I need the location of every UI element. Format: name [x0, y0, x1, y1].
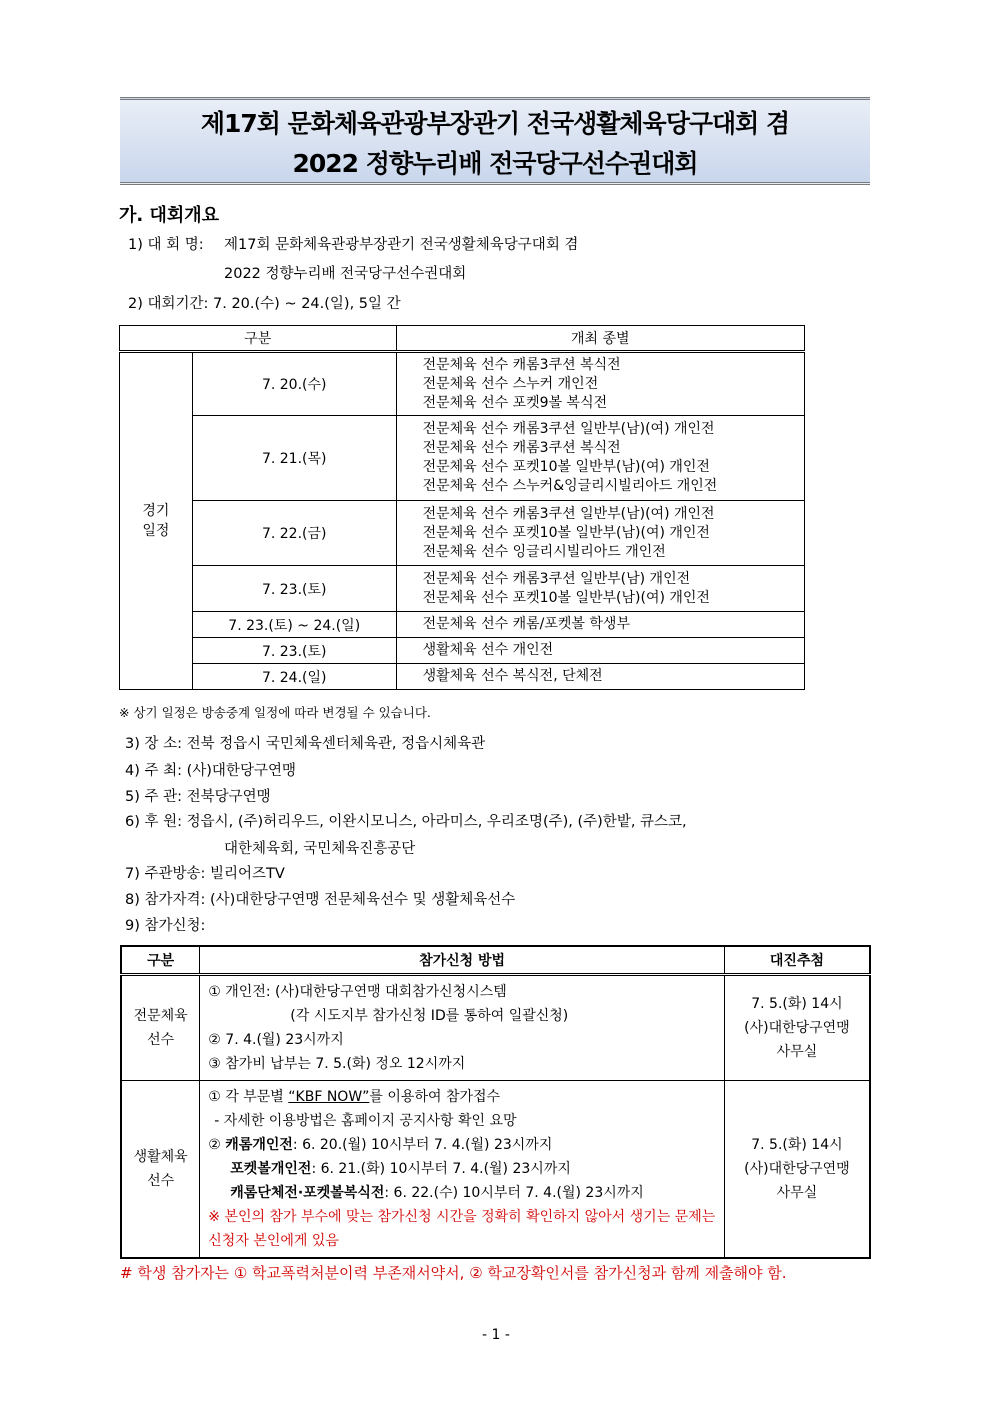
draw-line: 사무실	[776, 1044, 818, 1060]
method-line	[208, 1157, 716, 1181]
schedule-date: 7. 23.(토) ~ 24.(일)	[192, 612, 396, 638]
schedule-row	[120, 416, 805, 501]
item-registration: 9) 참가신청:	[125, 918, 206, 934]
event-item: 전문체육 선수 캐롬3쿠션 일반부(남)(여) 개인전	[422, 505, 715, 522]
event-name-label: 1) 대 회 명:	[128, 237, 204, 253]
reg-header-category: 구분	[121, 946, 200, 975]
schedule-date: 7. 23.(토)	[192, 566, 396, 612]
draw-line: (사)대한당구연맹	[744, 1161, 850, 1177]
draw-line: (사)대한당구연맹	[744, 1020, 850, 1036]
schedule-date: 7. 21.(목)	[192, 416, 396, 501]
method-bold: 캐롬단체전·포켓볼복식전	[230, 1185, 385, 1201]
registration-row-amateur	[121, 1081, 870, 1259]
event-item: 전문체육 선수 캐롬3쿠션 복식전	[422, 440, 621, 456]
event-item: 생활체육 선수 개인전	[422, 642, 554, 658]
method-line: ③ 참가비 납부는 7. 5.(화) 정오 12시까지	[208, 1056, 466, 1072]
schedule-date: 7. 24.(일)	[192, 664, 396, 690]
schedule-group-label	[120, 352, 193, 690]
schedule-table	[119, 325, 805, 690]
draw-line: 7. 5.(화) 14시	[751, 1137, 843, 1153]
method-text: ① 각 부문별	[208, 1089, 289, 1105]
event-item: 전문체육 선수 스누커&잉글리시빌리아드 개인전	[422, 478, 718, 494]
item-organizer: 5) 주 관: 전북당구연맹	[125, 789, 271, 805]
method-text: : 6. 22.(수) 10시부터 7. 4.(월) 23시까지	[384, 1185, 644, 1201]
event-item: 생활체육 선수 복식전, 단체전	[422, 668, 603, 684]
kbf-now-link[interactable]: “KBF NOW”	[288, 1089, 370, 1105]
method-text: : 6. 21.(화) 10시부터 7. 4.(월) 23시까지	[311, 1161, 571, 1177]
event-period: 2) 대회기간: 7. 20.(수) ~ 24.(일), 5일 간	[128, 296, 401, 312]
event-item: 전문체육 선수 포켓9볼 복식전	[422, 394, 608, 411]
section-heading: 가. 대회개요	[119, 205, 220, 226]
method-bold: 캐롬개인전	[225, 1137, 293, 1153]
schedule-row	[120, 612, 805, 638]
schedule-events	[396, 352, 804, 416]
reg-category-amateur	[121, 1081, 200, 1259]
event-item: 전문체육 선수 캐롬3쿠션 일반부(남) 개인전	[422, 570, 691, 587]
registration-row-pro	[121, 975, 870, 1081]
reg-header-draw: 대진추첨	[724, 946, 870, 975]
method-line: (각 시도지부 참가신청 ID를 통하여 일괄신청)	[290, 1008, 569, 1024]
reg-category-pro	[121, 975, 200, 1081]
method-line: - 자세한 이용방법은 홈페이지 공지사항 확인 요망	[214, 1113, 517, 1129]
event-item: 전문체육 선수 캐롬3쿠션 복식전	[422, 356, 621, 373]
student-note: # 학생 참가자는 ① 학교폭력처분이력 부존재서약서, ② 학교장확인서를 참가신청과 함께 제출해야 함.	[120, 1264, 787, 1282]
method-line: ② 7. 4.(월) 23시까지	[208, 1032, 344, 1048]
draw-line: 7. 5.(화) 14시	[751, 996, 843, 1012]
method-line	[208, 1085, 716, 1109]
title-banner	[120, 97, 870, 185]
group-label-line: 일정	[142, 523, 170, 539]
category-line: 생활체육	[133, 1149, 188, 1165]
schedule-row	[120, 566, 805, 612]
schedule-note: ※ 상기 일정은 방송중계 일정에 따라 변경될 수 있습니다.	[119, 705, 431, 720]
method-text: ②	[208, 1137, 226, 1153]
method-line: ① 개인전: (사)대한당구연맹 대회참가신청시스템	[208, 984, 507, 1000]
schedule-row	[120, 352, 805, 416]
group-label-line: 경기	[142, 503, 170, 519]
reg-draw-amateur	[724, 1081, 870, 1259]
event-item: 전문체육 선수 잉글리시빌리아드 개인전	[422, 543, 666, 560]
category-line: 선수	[147, 1032, 175, 1048]
item-eligibility: 8) 참가자격: (사)대한당구연맹 전문체육선수 및 생활체육선수	[125, 892, 516, 908]
reg-method-amateur	[200, 1081, 725, 1259]
item-host: 4) 주 최: (사)대한당구연맹	[125, 763, 296, 779]
event-item: 전문체육 선수 캐롬/포켓볼 학생부	[422, 616, 630, 632]
event-item: 전문체육 선수 스누커 개인전	[422, 375, 599, 392]
method-text: 를 이용하여 참가접수	[369, 1089, 501, 1105]
event-name-value-2: 2022 정향누리배 전국당구선수권대회	[224, 266, 467, 282]
schedule-header-events: 개최 종별	[396, 326, 804, 352]
registration-table	[120, 945, 871, 1259]
reg-header-method: 참가신청 방법	[200, 946, 725, 975]
method-line	[208, 1181, 716, 1205]
schedule-date: 7. 20.(수)	[192, 352, 396, 416]
item-broadcast: 7) 주관방송: 빌리어즈TV	[125, 866, 285, 882]
schedule-row	[120, 501, 805, 566]
schedule-header-row	[120, 326, 805, 352]
item-venue: 3) 장 소: 전북 정읍시 국민체육센터체육관, 정읍시체육관	[125, 736, 486, 752]
registration-header-row	[121, 946, 870, 975]
registration-warning: ※ 본인의 참가 부수에 맞는 참가신청 시간을 정확히 확인하지 않아서 생기는 문제는 신청자 본인에게 있음	[208, 1209, 716, 1249]
schedule-date: 7. 23.(토)	[192, 638, 396, 664]
event-item: 전문체육 선수 포켓10볼 일반부(남)(여) 개인전	[422, 589, 710, 606]
reg-method-pro	[200, 975, 725, 1081]
item-sponsors: 6) 후 원: 정읍시, (주)허리우드, 이완시모니스, 아라미스, 우리조명(주), (주)한밭, 큐스코,	[125, 814, 687, 830]
category-line: 전문체육	[133, 1008, 188, 1024]
schedule-events	[396, 612, 804, 638]
schedule-events	[396, 638, 804, 664]
item-sponsors-2: 대한체육회, 국민체육진흥공단	[224, 841, 416, 857]
schedule-events	[396, 501, 804, 566]
schedule-date: 7. 22.(금)	[192, 501, 396, 566]
schedule-events	[396, 664, 804, 690]
event-item: 전문체육 선수 포켓10볼 일반부(남)(여) 개인전	[422, 459, 710, 475]
schedule-events	[396, 566, 804, 612]
schedule-row	[120, 664, 805, 690]
schedule-events	[396, 416, 804, 501]
title-line-2: 2022 정향누리배 전국당구선수권대회	[292, 149, 698, 178]
draw-line: 사무실	[776, 1185, 818, 1201]
schedule-header-category: 구분	[120, 326, 397, 352]
event-name-value: 제17회 문화체육관광부장관기 전국생활체육당구대회 겸	[224, 237, 579, 253]
category-line: 선수	[147, 1173, 175, 1189]
method-bold: 포켓볼개인전	[230, 1161, 312, 1177]
method-line	[208, 1133, 716, 1157]
schedule-row	[120, 638, 805, 664]
title-line-1: 제17회 문화체육관광부장관기 전국생활체육당구대회 겸	[200, 109, 790, 138]
method-text: : 6. 20.(월) 10시부터 7. 4.(월) 23시까지	[292, 1137, 553, 1153]
event-item: 전문체육 선수 포켓10볼 일반부(남)(여) 개인전	[422, 524, 710, 541]
event-item: 전문체육 선수 캐롬3쿠션 일반부(남)(여) 개인전	[422, 421, 715, 437]
reg-draw-pro	[724, 975, 870, 1081]
page-number: - 1 -	[482, 1327, 510, 1343]
